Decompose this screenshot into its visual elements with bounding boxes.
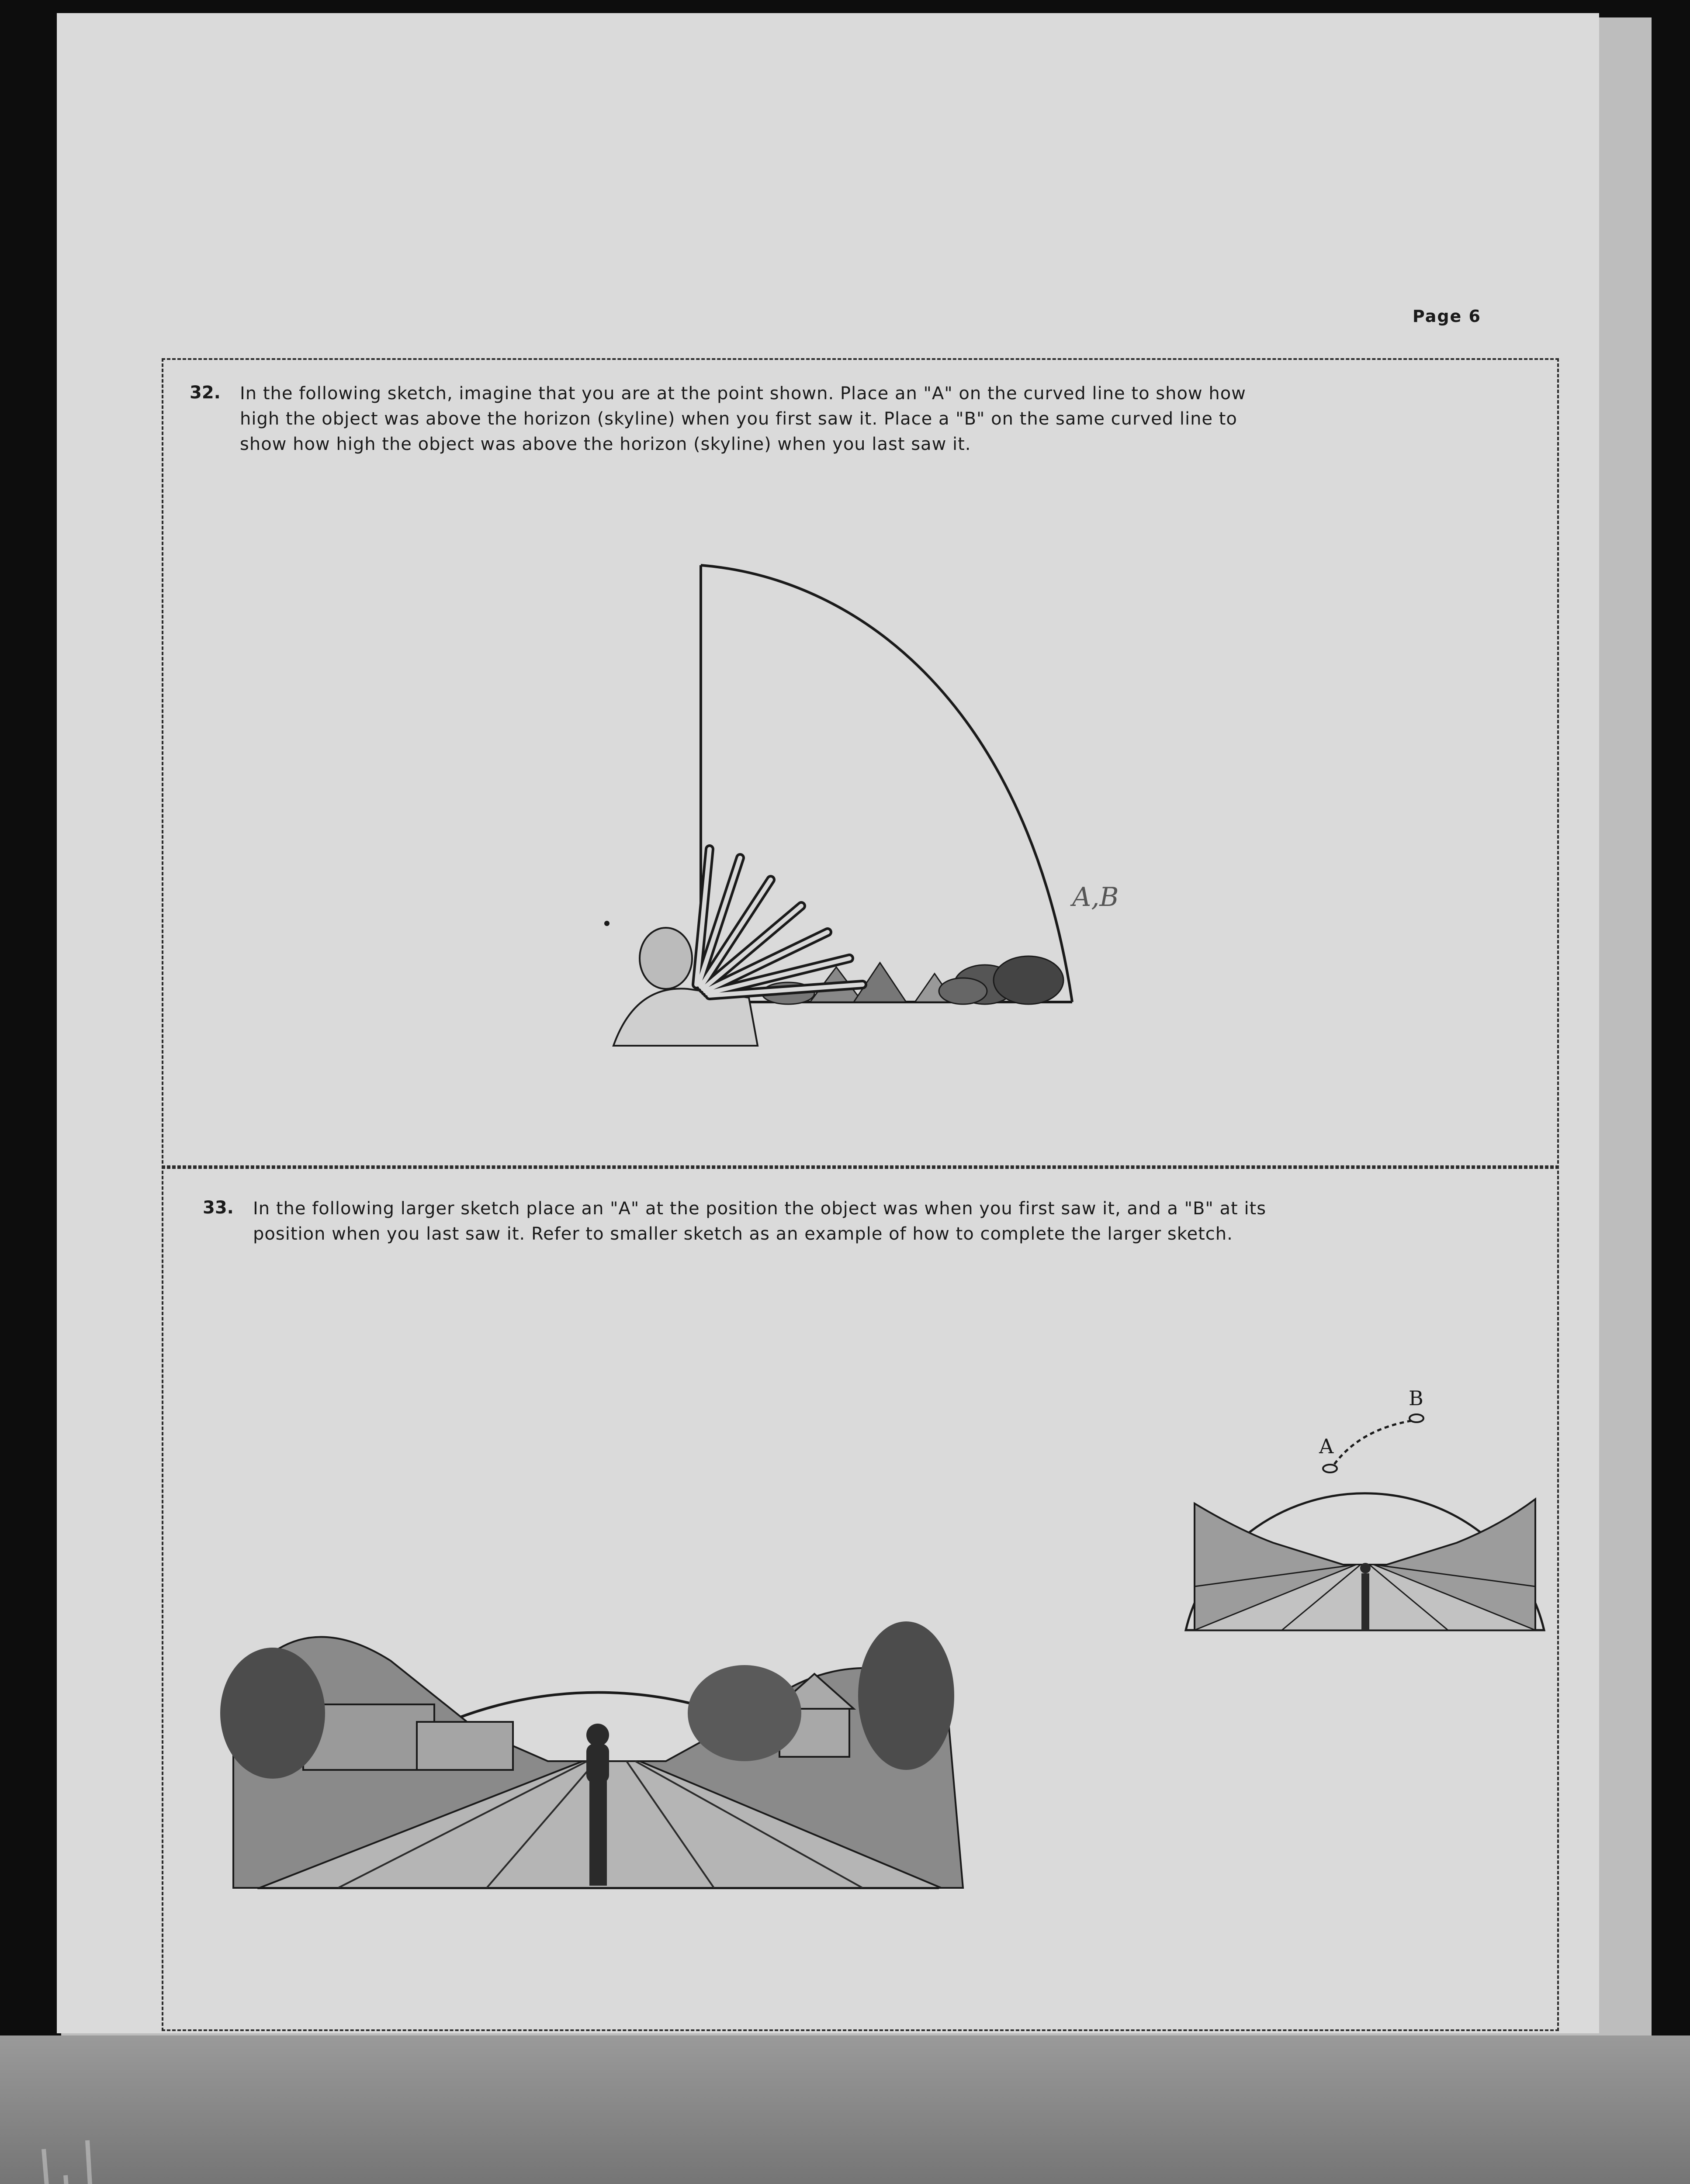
example-label-a: A (1319, 1434, 1334, 1458)
handwritten-ab-mark: A,B (1072, 882, 1119, 912)
question-33-number: 33. (203, 1198, 234, 1218)
question-32-line-1: In the following sketch, imagine that you are at the point shown. Place an "A" on the curved line to show how (240, 384, 1246, 404)
film-lower-margin (0, 2035, 1690, 2184)
tree-lined-street-scene-icon (220, 1621, 963, 1888)
sky-arc-curve (701, 565, 1072, 1002)
question-32-line-3: show how high the object was above the horizon (skyline) when you last saw it. (240, 434, 971, 454)
example-label-b: B (1409, 1386, 1423, 1410)
sky-arc-diagram (504, 543, 1203, 1059)
question-33-box (162, 1165, 1559, 2031)
example-scene (1168, 1368, 1562, 1656)
large-street-scene (207, 1355, 994, 1932)
film-scratch-mark (26, 2123, 184, 2184)
question-33-line-1: In the following larger sketch place an "A" at the position the object was when you first saw it, and a "B" at its (253, 1199, 1267, 1219)
question-32-number: 32. (190, 383, 221, 403)
document-page (57, 13, 1599, 2033)
question-32-box (162, 358, 1559, 1169)
question-33-line-2: position when you last saw it. Refer to smaller sketch as an example of how to complete the larger sketch. (253, 1224, 1233, 1244)
page-number: Page 6 (1412, 307, 1481, 326)
question-32-line-2: high the object was above the horizon (skyline) when you first saw it. Place a "B" on the same curved line to (240, 409, 1237, 429)
skyline-icon (762, 956, 1063, 1004)
example-arc-path (1334, 1420, 1413, 1464)
observer-pointing-hands-icon (613, 849, 862, 1046)
